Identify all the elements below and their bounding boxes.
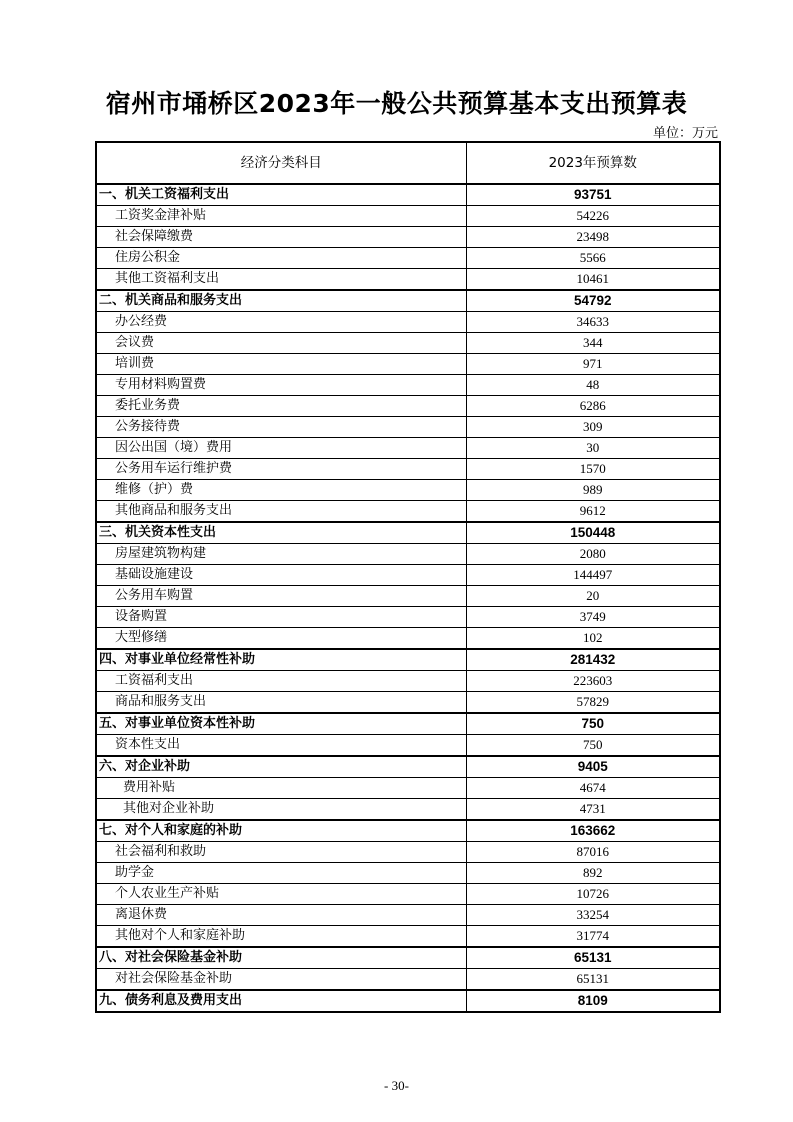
table-row bbox=[96, 905, 720, 926]
table-header-row bbox=[96, 142, 720, 184]
table-row bbox=[96, 438, 720, 459]
row-budget-value: 30 bbox=[466, 438, 720, 459]
row-budget-value: 57829 bbox=[466, 692, 720, 714]
table-row bbox=[96, 692, 720, 714]
row-item-name: 其他工资福利支出 bbox=[96, 269, 466, 291]
row-item-name: 专用材料购置费 bbox=[96, 375, 466, 396]
row-budget-value: 223603 bbox=[466, 671, 720, 692]
row-item-name: 其他商品和服务支出 bbox=[96, 501, 466, 523]
table-row bbox=[96, 735, 720, 757]
row-item-name: 培训费 bbox=[96, 354, 466, 375]
row-item-name: 九、债务利息及费用支出 bbox=[96, 990, 466, 1012]
table-row bbox=[96, 884, 720, 905]
table-row bbox=[96, 842, 720, 863]
row-item-name: 公务接待费 bbox=[96, 417, 466, 438]
table-row bbox=[96, 354, 720, 375]
row-item-name: 维修（护）费 bbox=[96, 480, 466, 501]
table-row bbox=[96, 459, 720, 480]
row-item-name: 七、对个人和家庭的补助 bbox=[96, 820, 466, 842]
table-row bbox=[96, 501, 720, 523]
unit-label: 单位：万元 bbox=[652, 126, 718, 141]
table-row bbox=[96, 206, 720, 227]
row-item-name: 公务用车购置 bbox=[96, 586, 466, 607]
row-item-name: 房屋建筑物构建 bbox=[96, 544, 466, 565]
row-item-name: 二、机关商品和服务支出 bbox=[96, 290, 466, 312]
category-row bbox=[96, 184, 720, 206]
table-row bbox=[96, 375, 720, 396]
category-row bbox=[96, 990, 720, 1012]
table-body bbox=[96, 184, 720, 1012]
table-row bbox=[96, 544, 720, 565]
category-row bbox=[96, 820, 720, 842]
row-budget-value: 34633 bbox=[466, 312, 720, 333]
row-budget-value: 989 bbox=[466, 480, 720, 501]
row-item-name: 一、机关工资福利支出 bbox=[96, 184, 466, 206]
table-row bbox=[96, 799, 720, 821]
table-row bbox=[96, 565, 720, 586]
row-item-name: 五、对事业单位资本性补助 bbox=[96, 713, 466, 735]
category-row bbox=[96, 649, 720, 671]
row-item-name: 费用补贴 bbox=[96, 778, 466, 799]
row-budget-value: 102 bbox=[466, 628, 720, 650]
row-budget-value: 6286 bbox=[466, 396, 720, 417]
row-budget-value: 750 bbox=[466, 713, 720, 735]
row-budget-value: 150448 bbox=[466, 522, 720, 544]
table-row bbox=[96, 778, 720, 799]
row-item-name: 三、机关资本性支出 bbox=[96, 522, 466, 544]
row-item-name: 八、对社会保险基金补助 bbox=[96, 947, 466, 969]
table-row bbox=[96, 926, 720, 948]
row-budget-value: 5566 bbox=[466, 248, 720, 269]
row-item-name: 四、对事业单位经常性补助 bbox=[96, 649, 466, 671]
row-budget-value: 93751 bbox=[466, 184, 720, 206]
page-title: 宿州市埇桥区2023年一般公共预算基本支出预算表 bbox=[105, 89, 688, 118]
row-budget-value: 31774 bbox=[466, 926, 720, 948]
row-item-name: 资本性支出 bbox=[96, 735, 466, 757]
row-budget-value: 54792 bbox=[466, 290, 720, 312]
row-item-name: 工资福利支出 bbox=[96, 671, 466, 692]
row-budget-value: 65131 bbox=[466, 969, 720, 991]
row-item-name: 对社会保险基金补助 bbox=[96, 969, 466, 991]
row-budget-value: 281432 bbox=[466, 649, 720, 671]
table-row bbox=[96, 417, 720, 438]
row-budget-value: 344 bbox=[466, 333, 720, 354]
row-item-name: 六、对企业补助 bbox=[96, 756, 466, 778]
row-budget-value: 65131 bbox=[466, 947, 720, 969]
category-row bbox=[96, 290, 720, 312]
row-item-name: 个人农业生产补贴 bbox=[96, 884, 466, 905]
row-item-name: 社会保障缴费 bbox=[96, 227, 466, 248]
table-row bbox=[96, 628, 720, 650]
row-budget-value: 54226 bbox=[466, 206, 720, 227]
row-budget-value: 1570 bbox=[466, 459, 720, 480]
header-category: 经济分类科目 bbox=[96, 142, 466, 184]
row-item-name: 会议费 bbox=[96, 333, 466, 354]
row-budget-value: 9612 bbox=[466, 501, 720, 523]
category-row bbox=[96, 756, 720, 778]
row-item-name: 离退休费 bbox=[96, 905, 466, 926]
table-row bbox=[96, 969, 720, 991]
row-budget-value: 144497 bbox=[466, 565, 720, 586]
table-row bbox=[96, 396, 720, 417]
row-budget-value: 10726 bbox=[466, 884, 720, 905]
row-item-name: 其他对个人和家庭补助 bbox=[96, 926, 466, 948]
budget-table bbox=[95, 141, 721, 1013]
row-budget-value: 2080 bbox=[466, 544, 720, 565]
table-row bbox=[96, 586, 720, 607]
row-item-name: 社会福利和救助 bbox=[96, 842, 466, 863]
table-row bbox=[96, 248, 720, 269]
row-budget-value: 48 bbox=[466, 375, 720, 396]
category-row bbox=[96, 522, 720, 544]
row-item-name: 基础设施建设 bbox=[96, 565, 466, 586]
row-budget-value: 8109 bbox=[466, 990, 720, 1012]
table-row bbox=[96, 333, 720, 354]
row-budget-value: 20 bbox=[466, 586, 720, 607]
category-row bbox=[96, 947, 720, 969]
row-item-name: 助学金 bbox=[96, 863, 466, 884]
row-budget-value: 971 bbox=[466, 354, 720, 375]
row-budget-value: 892 bbox=[466, 863, 720, 884]
row-item-name: 设备购置 bbox=[96, 607, 466, 628]
row-budget-value: 33254 bbox=[466, 905, 720, 926]
row-item-name: 大型修缮 bbox=[96, 628, 466, 650]
row-budget-value: 4731 bbox=[466, 799, 720, 821]
page-number: - 30- bbox=[384, 1078, 409, 1093]
row-item-name: 住房公积金 bbox=[96, 248, 466, 269]
row-budget-value: 163662 bbox=[466, 820, 720, 842]
category-row bbox=[96, 713, 720, 735]
row-budget-value: 9405 bbox=[466, 756, 720, 778]
row-item-name: 委托业务费 bbox=[96, 396, 466, 417]
header-budget: 2023年预算数 bbox=[466, 142, 720, 184]
row-item-name: 其他对企业补助 bbox=[96, 799, 466, 821]
table-row bbox=[96, 671, 720, 692]
row-budget-value: 309 bbox=[466, 417, 720, 438]
row-item-name: 商品和服务支出 bbox=[96, 692, 466, 714]
row-budget-value: 4674 bbox=[466, 778, 720, 799]
table-row bbox=[96, 863, 720, 884]
table-row bbox=[96, 312, 720, 333]
table-row bbox=[96, 227, 720, 248]
row-item-name: 因公出国（境）费用 bbox=[96, 438, 466, 459]
row-budget-value: 23498 bbox=[466, 227, 720, 248]
row-item-name: 公务用车运行维护费 bbox=[96, 459, 466, 480]
row-item-name: 办公经费 bbox=[96, 312, 466, 333]
table-row bbox=[96, 480, 720, 501]
row-budget-value: 750 bbox=[466, 735, 720, 757]
row-item-name: 工资奖金津补贴 bbox=[96, 206, 466, 227]
row-budget-value: 87016 bbox=[466, 842, 720, 863]
table-row bbox=[96, 269, 720, 291]
row-budget-value: 10461 bbox=[466, 269, 720, 291]
row-budget-value: 3749 bbox=[466, 607, 720, 628]
table-row bbox=[96, 607, 720, 628]
